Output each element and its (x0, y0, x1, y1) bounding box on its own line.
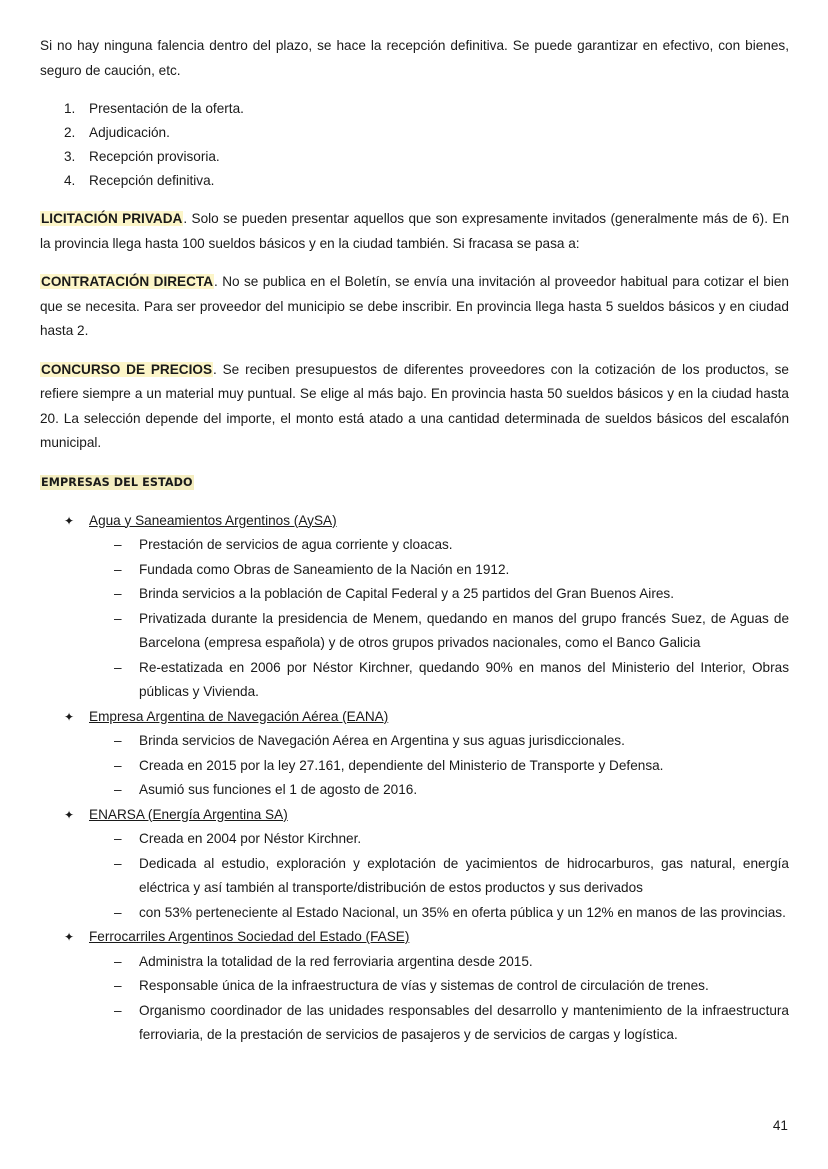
concurso-precios-paragraph (40, 358, 789, 456)
companies-list (40, 509, 789, 1048)
company-detail (40, 852, 789, 901)
company-detail (40, 778, 789, 803)
company-item (40, 509, 789, 534)
dash-bullet-icon: – (114, 978, 122, 993)
list-number: 4. (64, 173, 76, 188)
company-detail (40, 582, 789, 607)
dash-bullet-icon: – (114, 1002, 122, 1018)
company-name: Empresa Argentina de Navegación Aérea (EANA) (89, 708, 389, 724)
highlighted-term: LICITACIÓN PRIVADA (41, 211, 183, 226)
section-heading (40, 470, 789, 495)
star-bullet-icon: ✦ (64, 930, 75, 944)
dash-bullet-icon: – (114, 561, 122, 577)
company-name: ENARSA (Energía Argentina SA) (89, 806, 288, 822)
dash-bullet-icon: – (114, 953, 122, 969)
dash-bullet-icon: – (114, 610, 122, 626)
detail-text: Dedicada al estudio, exploración y explotación de yacimientos de hidrocarburos, gas natural, energía eléctrica y así también al transporte/distribución de estos productos y sus derivados (139, 855, 789, 895)
detail-text: Brinda servicios de Navegación Aérea en Argentina y sus aguas jurisdiccionales. (139, 733, 625, 748)
detail-text: Creada en 2004 por Néstor Kirchner. (139, 831, 362, 846)
dash-bullet-icon: – (114, 904, 122, 920)
paragraph-text: . Se reciben presupuestos de diferentes proveedores con la cotización de los productos, se refiere siempre a un material muy puntual. Se elige al más bajo. En provincia hasta 50 sueldos básicos y en la ciudad hasta 20. La selección depende del importe, el monto está atado a una cantidad determinada de sueldos básicos del escalafón municipal. (40, 361, 789, 450)
star-bullet-icon: ✦ (64, 807, 75, 822)
highlighted-term: CONTRATACIÓN DIRECTA (41, 274, 214, 289)
company-name: Agua y Saneamientos Argentinos (AySA) (89, 512, 337, 528)
dash-bullet-icon: – (114, 586, 122, 601)
detail-text: Privatizada durante la presidencia de Menem, quedando en manos del grupo francés Suez, de Aguas de Barcelona (empresa española) y de otros grupos privados nacionales, como el Banco Galicia (139, 610, 789, 650)
detail-text: con 53% perteneciente al Estado Nacional, un 35% en oferta pública y un 12% en manos de las provincias. (139, 904, 786, 920)
star-bullet-icon: ✦ (64, 513, 75, 528)
detail-text: Fundada como Obras de Saneamiento de la Nación en 1912. (139, 561, 510, 577)
list-number: 1. (64, 101, 76, 116)
company-item (40, 705, 789, 730)
detail-text: Responsable única de la infraestructura de vías y sistemas de control de circulación de trenes. (139, 978, 709, 993)
list-number: 3. (64, 149, 76, 164)
company-item (40, 925, 789, 950)
dash-bullet-icon: – (114, 757, 122, 773)
contratacion-directa-paragraph (40, 270, 789, 344)
dash-bullet-icon: – (114, 537, 122, 552)
dash-bullet-icon: – (114, 782, 122, 797)
list-item-text: Adjudicación. (89, 125, 170, 140)
detail-text: Asumió sus funciones el 1 de agosto de 2016. (139, 782, 418, 797)
detail-text: Organismo coordinador de las unidades responsables del desarrollo y mantenimiento de la infraestructura ferroviaria, de la prestación de servicios de pasajeros y de servicios de cargas y logística. (139, 1002, 789, 1042)
company-detail (40, 754, 789, 779)
paragraph-text: . No se publica en el Boletín, se envía una invitación al proveedor habitual para cotizar el bien que se necesita. Para ser proveedor del municipio se debe inscribir. En provincia llega hasta 5 sueldos básicos y en ciudad hasta 2. (40, 274, 789, 338)
dash-bullet-icon: – (114, 855, 122, 871)
intro-paragraph: Si no hay ninguna falencia dentro del plazo, se hace la recepción definitiva. Se puede garantizar en efectivo, con bienes, seguro de caución, etc. (40, 38, 789, 78)
list-number: 2. (64, 125, 76, 140)
document-page (40, 34, 789, 1048)
company-detail (40, 901, 789, 926)
company-detail (40, 656, 789, 705)
licitacion-privada-paragraph (40, 207, 789, 256)
company-detail (40, 974, 789, 999)
company-detail (40, 729, 789, 754)
list-item-text: Recepción provisoria. (89, 149, 220, 164)
detail-text: Prestación de servicios de agua corriente y cloacas. (139, 537, 453, 552)
company-detail (40, 827, 789, 852)
paragraph-text: . Solo se pueden presentar aquellos que son expresamente invitados (generalmente más de 6). En la provincia llega hasta 100 sueldos básicos y en la ciudad también. Si fracasa se pasa a: (40, 211, 790, 251)
list-item (40, 97, 789, 121)
company-detail (40, 558, 789, 583)
detail-text: Re-estatizada en 2006 por Néstor Kirchner, quedando 90% en manos del Ministerio del Interior, Obras públicas y Vivienda. (139, 659, 789, 699)
company-item (40, 803, 789, 828)
company-detail (40, 533, 789, 558)
list-item (40, 145, 789, 169)
company-detail (40, 950, 789, 975)
dash-bullet-icon: – (114, 733, 122, 748)
list-item (40, 121, 789, 145)
company-name: Ferrocarriles Argentinos Sociedad del Estado (FASE) (89, 929, 410, 944)
highlighted-term: CONCURSO DE PRECIOS (41, 361, 213, 377)
section-heading-text: EMPRESAS DEL ESTADO (41, 475, 193, 489)
list-item-text: Recepción definitiva. (89, 173, 215, 188)
company-detail (40, 999, 789, 1048)
dash-bullet-icon: – (114, 659, 122, 675)
list-item-text: Presentación de la oferta. (89, 101, 244, 116)
detail-text: Administra la totalidad de la red ferroviaria argentina desde 2015. (139, 953, 533, 969)
dash-bullet-icon: – (114, 831, 122, 846)
star-bullet-icon: ✦ (64, 709, 75, 724)
page-number: 41 (772, 1118, 788, 1133)
detail-text: Brinda servicios a la población de Capital Federal y a 25 partidos del Gran Buenos Aires. (139, 586, 674, 601)
process-steps-list (40, 97, 789, 193)
list-item (40, 169, 789, 193)
company-detail (40, 607, 789, 656)
detail-text: Creada en 2015 por la ley 27.161, dependiente del Ministerio de Transporte y Defensa. (139, 757, 664, 773)
